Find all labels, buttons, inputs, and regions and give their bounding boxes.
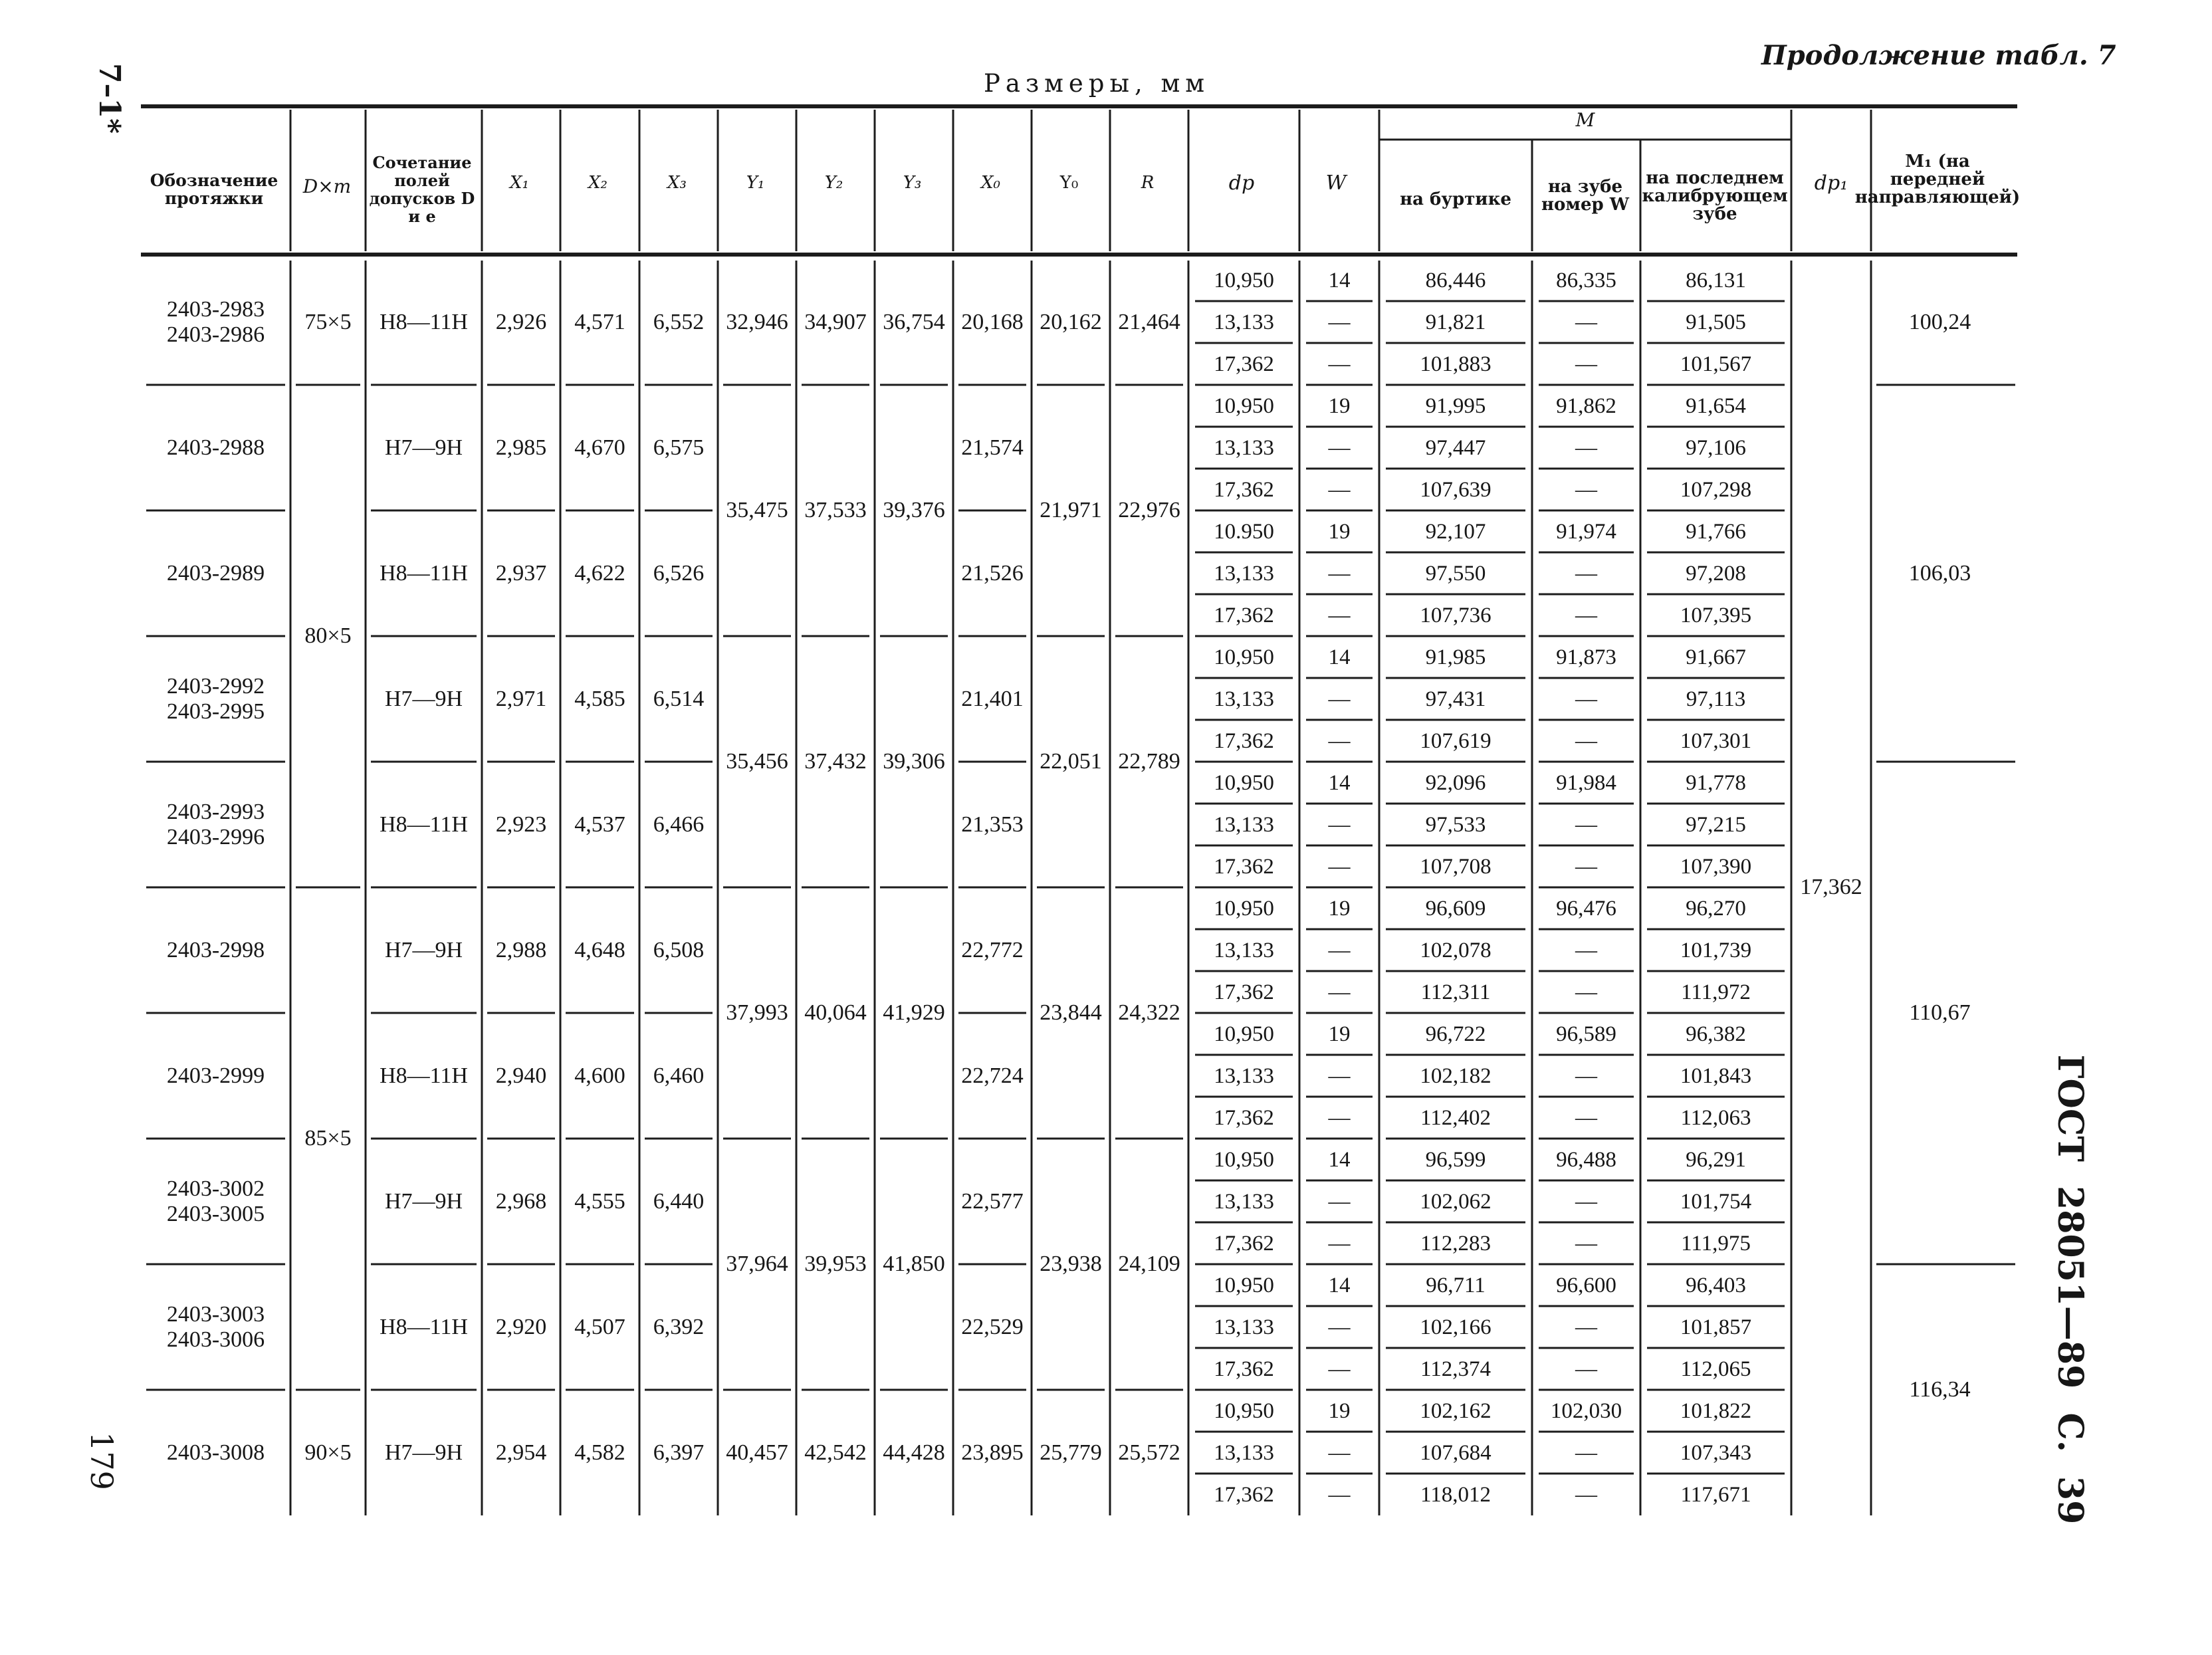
- m-collar-cell: 92,107: [1425, 519, 1486, 544]
- header-m-collar: на буртике: [1400, 189, 1511, 209]
- x2-cell: 4,571: [574, 309, 625, 334]
- x0-cell: 22,577: [961, 1188, 1024, 1214]
- r-cell: 22,976: [1118, 498, 1180, 522]
- w-cell: 19: [1328, 1022, 1351, 1046]
- x0-cell: 21,574: [961, 435, 1024, 460]
- m-last-cell: 96,270: [1686, 896, 1746, 921]
- y1-cell: 37,993: [726, 1000, 788, 1025]
- m-last-cell: 112,063: [1680, 1105, 1751, 1130]
- m-last-cell: 101,754: [1680, 1189, 1752, 1214]
- header-designation: Обозначение протяжки: [150, 171, 278, 208]
- m-last-cell: 97,208: [1686, 561, 1746, 586]
- w-cell: 14: [1328, 645, 1351, 669]
- m1-cell: 110,67: [1909, 1000, 1971, 1025]
- y3-cell: 36,754: [883, 309, 945, 334]
- m-last-cell: 86,131: [1686, 268, 1746, 292]
- designation-cell: 2403-3002 2403-3005: [166, 1176, 265, 1226]
- x2-cell: 4,555: [574, 1188, 625, 1214]
- x3-cell: 6,526: [653, 560, 705, 586]
- tolerance-cell: H8—11H: [380, 812, 468, 837]
- dm-cell: 75×5: [304, 309, 352, 334]
- m-last-cell: 96,291: [1686, 1147, 1746, 1172]
- y3-cell: 44,428: [883, 1440, 945, 1465]
- dp-cell: 10,950: [1214, 645, 1274, 669]
- m-tooth-cell: —: [1575, 435, 1597, 460]
- w-cell: 14: [1328, 268, 1351, 292]
- m-tooth-cell: —: [1575, 477, 1597, 502]
- m-tooth-cell: —: [1575, 1440, 1597, 1465]
- w-cell: —: [1328, 854, 1351, 879]
- m-last-cell: 101,822: [1680, 1398, 1752, 1423]
- w-cell: —: [1328, 938, 1351, 962]
- m-tooth-cell: —: [1575, 812, 1597, 837]
- m-collar-cell: 97,447: [1425, 435, 1486, 460]
- y2-cell: 37,432: [804, 749, 867, 774]
- m-last-cell: 112,065: [1680, 1357, 1751, 1381]
- header-m: M: [1575, 108, 1595, 131]
- m-last-cell: 117,671: [1680, 1482, 1751, 1507]
- tolerance-cell: H7—9H: [384, 1188, 463, 1214]
- m-tooth-cell: —: [1575, 561, 1597, 586]
- m-collar-cell: 96,711: [1426, 1273, 1486, 1297]
- w-cell: —: [1328, 1440, 1351, 1465]
- x1-cell: 2,954: [495, 1440, 547, 1465]
- m-collar-cell: 91,821: [1425, 310, 1486, 334]
- dp-cell: 13,133: [1214, 310, 1274, 334]
- x1-cell: 2,940: [495, 1063, 547, 1088]
- dp-cell: 17,362: [1214, 1357, 1274, 1381]
- x3-cell: 6,508: [653, 937, 705, 962]
- m-collar-cell: 102,078: [1420, 938, 1492, 962]
- x0-cell: 20,168: [961, 309, 1024, 334]
- designation-cell: 2403-2993 2403-2996: [166, 799, 265, 849]
- w-cell: 19: [1328, 519, 1351, 544]
- m-tooth-cell: —: [1575, 1063, 1597, 1088]
- w-cell: 14: [1328, 1273, 1351, 1297]
- designation-cell: 2403-2988: [166, 435, 265, 460]
- m-last-cell: 91,667: [1686, 645, 1746, 669]
- y0-cell: 23,938: [1040, 1252, 1102, 1276]
- x3-cell: 6,440: [653, 1188, 705, 1214]
- w-cell: —: [1328, 310, 1351, 334]
- dp-cell: 10,950: [1214, 268, 1274, 292]
- y0-cell: 22,051: [1040, 749, 1102, 774]
- m-last-cell: 107,395: [1680, 603, 1752, 627]
- m-tooth-cell: —: [1575, 1357, 1597, 1381]
- header-r: R: [1141, 172, 1155, 193]
- x3-cell: 6,514: [653, 686, 705, 711]
- w-cell: —: [1328, 477, 1351, 502]
- tolerance-cell: H8—11H: [380, 1063, 468, 1088]
- dp-cell: 17,362: [1214, 854, 1274, 879]
- dp-cell: 17,362: [1214, 603, 1274, 627]
- w-cell: —: [1328, 603, 1351, 627]
- m-last-cell: 107,343: [1680, 1440, 1752, 1465]
- w-cell: —: [1328, 1063, 1351, 1088]
- y0-cell: 21,971: [1040, 498, 1102, 522]
- m-collar-cell: 107,639: [1420, 477, 1492, 502]
- m-collar-cell: 97,533: [1425, 812, 1486, 837]
- y2-cell: 34,907: [804, 309, 867, 334]
- w-cell: 19: [1328, 393, 1351, 418]
- m-tooth-cell: —: [1575, 1482, 1597, 1507]
- m-last-cell: 91,778: [1686, 770, 1746, 795]
- dp-cell: 13,133: [1214, 1063, 1274, 1088]
- x2-cell: 4,622: [574, 560, 625, 586]
- m-tooth-cell: 96,589: [1556, 1022, 1616, 1046]
- m-collar-cell: 91,995: [1425, 393, 1486, 418]
- header-x1: X₁: [510, 172, 529, 193]
- m-collar-cell: 118,012: [1420, 1482, 1492, 1507]
- m1-cell: 106,03: [1908, 560, 1971, 586]
- dp-cell: 10.950: [1214, 519, 1274, 544]
- m-last-cell: 107,301: [1680, 728, 1752, 753]
- m-tooth-cell: —: [1575, 352, 1597, 376]
- x3-cell: 6,575: [653, 435, 705, 460]
- dp-cell: 13,133: [1214, 1189, 1274, 1214]
- m-collar-cell: 107,619: [1420, 728, 1492, 753]
- m-collar-cell: 112,311: [1420, 980, 1491, 1004]
- m-collar-cell: 112,374: [1420, 1357, 1492, 1381]
- r-cell: 22,789: [1118, 749, 1180, 774]
- m-collar-cell: 97,550: [1425, 561, 1486, 586]
- header-m1: M₁ (на передней направляющей): [1854, 151, 2021, 207]
- dp-cell: 17,362: [1214, 352, 1274, 376]
- w-cell: 14: [1328, 1147, 1351, 1172]
- w-cell: —: [1328, 1105, 1351, 1130]
- x2-cell: 4,507: [574, 1314, 625, 1339]
- m-last-cell: 91,766: [1686, 519, 1746, 544]
- m-collar-cell: 96,609: [1425, 896, 1486, 921]
- header-dp1: dp₁: [1814, 171, 1848, 195]
- m-tooth-cell: —: [1575, 854, 1597, 879]
- y3-cell: 39,376: [883, 498, 945, 522]
- page-number: 179: [84, 1432, 120, 1490]
- m-tooth-cell: 96,600: [1556, 1273, 1616, 1297]
- m-collar-cell: 107,736: [1420, 603, 1492, 627]
- x2-cell: 4,537: [574, 812, 625, 837]
- x2-cell: 4,600: [574, 1063, 625, 1088]
- m-last-cell: 107,298: [1680, 477, 1752, 502]
- designation-cell: 2403-2992 2403-2995: [166, 673, 265, 724]
- designation-cell: 2403-3003 2403-3006: [166, 1301, 265, 1352]
- dp-cell: 13,133: [1214, 812, 1274, 837]
- x0-cell: 21,353: [961, 812, 1024, 837]
- m-tooth-cell: 86,335: [1556, 268, 1616, 292]
- tolerance-cell: H7—9H: [384, 1440, 463, 1465]
- continuation-label: Продолжение табл. 7: [1761, 40, 2116, 71]
- m-last-cell: 97,113: [1686, 687, 1746, 711]
- y2-cell: 39,953: [804, 1252, 867, 1276]
- m-collar-cell: 112,402: [1420, 1105, 1492, 1130]
- header-dp: dp: [1228, 171, 1255, 195]
- m-collar-cell: 91,985: [1425, 645, 1486, 669]
- tolerance-cell: H7—9H: [384, 686, 463, 711]
- dp-cell: 13,133: [1214, 435, 1274, 460]
- dp-cell: 10,950: [1214, 896, 1274, 921]
- x0-cell: 21,401: [961, 686, 1024, 711]
- dp-cell: 10,950: [1214, 1147, 1274, 1172]
- designation-cell: 2403-2999: [166, 1063, 265, 1088]
- x0-cell: 22,772: [961, 937, 1024, 962]
- m-last-cell: 101,843: [1680, 1063, 1752, 1088]
- x2-cell: 4,585: [574, 686, 625, 711]
- m-tooth-cell: —: [1575, 1105, 1597, 1130]
- y0-cell: 25,779: [1040, 1440, 1102, 1465]
- x2-cell: 4,670: [574, 435, 625, 460]
- y2-cell: 37,533: [804, 498, 867, 522]
- tolerance-cell: H7—9H: [384, 435, 463, 460]
- m-last-cell: 101,567: [1680, 352, 1752, 376]
- dm-cell: 85×5: [304, 1126, 352, 1151]
- header-y3: Y₃: [903, 172, 922, 193]
- x1-cell: 2,937: [495, 560, 547, 586]
- tolerance-cell: H7—9H: [384, 937, 463, 962]
- m-last-cell: 111,972: [1681, 980, 1751, 1004]
- y1-cell: 35,456: [726, 749, 788, 774]
- tolerance-cell: H8—11H: [380, 309, 468, 334]
- w-cell: 19: [1328, 896, 1351, 921]
- m-tooth-cell: —: [1575, 687, 1597, 711]
- y2-cell: 40,064: [804, 1000, 867, 1025]
- m-collar-cell: 102,166: [1420, 1315, 1492, 1339]
- y3-cell: 41,850: [883, 1252, 945, 1276]
- y1-cell: 32,946: [726, 309, 788, 334]
- m-collar-cell: 92,096: [1425, 770, 1486, 795]
- x0-cell: 22,529: [961, 1314, 1024, 1339]
- w-cell: —: [1328, 1231, 1351, 1256]
- y0-cell: 23,844: [1040, 1000, 1102, 1025]
- x1-cell: 2,923: [495, 812, 547, 837]
- w-cell: —: [1328, 352, 1351, 376]
- m-collar-cell: 102,062: [1420, 1189, 1492, 1214]
- header-m-last: на последнем калибрующем зубе: [1642, 167, 1788, 224]
- m-collar-cell: 96,722: [1425, 1022, 1486, 1046]
- m-last-cell: 97,215: [1686, 812, 1746, 837]
- m-tooth-cell: 91,984: [1556, 770, 1616, 795]
- dm-cell: 90×5: [304, 1440, 352, 1465]
- m-last-cell: 107,390: [1680, 854, 1752, 879]
- x1-cell: 2,926: [495, 309, 547, 334]
- dp-cell: 10,950: [1214, 1022, 1274, 1046]
- r-cell: 25,572: [1118, 1440, 1180, 1465]
- m-tooth-cell: —: [1575, 728, 1597, 753]
- dp-cell: 13,133: [1214, 561, 1274, 586]
- x1-cell: 2,971: [495, 686, 547, 711]
- w-cell: —: [1328, 812, 1351, 837]
- m-tooth-cell: 91,862: [1556, 393, 1616, 418]
- m-collar-cell: 112,283: [1420, 1231, 1492, 1256]
- x2-cell: 4,648: [574, 937, 625, 962]
- m-tooth-cell: —: [1575, 603, 1597, 627]
- m-last-cell: 91,654: [1686, 393, 1746, 418]
- x1-cell: 2,968: [495, 1188, 547, 1214]
- dp-cell: 10,950: [1214, 770, 1274, 795]
- w-cell: 14: [1328, 770, 1351, 795]
- y1-cell: 40,457: [726, 1440, 788, 1465]
- y3-cell: 39,306: [883, 749, 945, 774]
- m-last-cell: 101,857: [1680, 1315, 1752, 1339]
- header-y1: Y₁: [746, 172, 765, 193]
- m-last-cell: 97,106: [1686, 435, 1746, 460]
- dp1-cell: 17,362: [1800, 875, 1862, 899]
- x3-cell: 6,552: [653, 309, 705, 334]
- m1-cell: 100,24: [1908, 309, 1971, 334]
- m-collar-cell: 102,182: [1420, 1063, 1492, 1088]
- m-tooth-cell: —: [1575, 1231, 1597, 1256]
- dp-cell: 10,950: [1214, 1273, 1274, 1297]
- dp-cell: 10,950: [1214, 1398, 1274, 1423]
- m-tooth-cell: 91,873: [1556, 645, 1616, 669]
- m-last-cell: 101,739: [1680, 938, 1752, 962]
- x3-cell: 6,466: [653, 812, 705, 837]
- r-cell: 24,322: [1118, 1000, 1180, 1025]
- dp-cell: 13,133: [1214, 1315, 1274, 1339]
- designation-cell: 2403-2998: [166, 937, 265, 962]
- y2-cell: 42,542: [804, 1440, 867, 1465]
- dp-cell: 17,362: [1214, 728, 1274, 753]
- x1-cell: 2,920: [495, 1314, 547, 1339]
- r-cell: 24,109: [1118, 1252, 1180, 1276]
- x0-cell: 22,724: [961, 1063, 1024, 1088]
- dp-cell: 17,362: [1214, 1231, 1274, 1256]
- x0-cell: 23,895: [961, 1440, 1024, 1465]
- standard-designation: ГОСТ 28051—89 С. 39: [2050, 1054, 2090, 1525]
- x1-cell: 2,988: [495, 937, 547, 962]
- dm-cell: 80×5: [304, 623, 352, 648]
- header-dm: D×m: [302, 175, 352, 197]
- m-last-cell: 111,975: [1681, 1231, 1751, 1256]
- w-cell: —: [1328, 1482, 1351, 1507]
- x0-cell: 21,526: [961, 560, 1024, 586]
- m-tooth-cell: —: [1575, 980, 1597, 1004]
- header-y0: Y₀: [1059, 172, 1079, 193]
- dp-cell: 13,133: [1214, 1440, 1274, 1465]
- dimensions-caption: Размеры, мм: [984, 69, 1210, 98]
- y0-cell: 20,162: [1040, 309, 1102, 334]
- tolerance-cell: H8—11H: [380, 560, 468, 586]
- dp-cell: 17,362: [1214, 980, 1274, 1004]
- designation-cell: 2403-2983 2403-2986: [166, 296, 265, 347]
- y1-cell: 35,475: [726, 498, 788, 522]
- sheet-marker: 7–1*: [92, 62, 126, 134]
- w-cell: —: [1328, 1189, 1351, 1214]
- dp-cell: 17,362: [1214, 1105, 1274, 1130]
- tolerance-cell: H8—11H: [380, 1314, 468, 1339]
- header-tolerance: Сочетание полей допусков D и e: [369, 153, 475, 226]
- header-x2: X₂: [588, 172, 608, 193]
- header-y2: Y₂: [824, 172, 843, 193]
- dp-cell: 17,362: [1214, 1482, 1274, 1507]
- header-w: W: [1325, 171, 1347, 195]
- w-cell: —: [1328, 687, 1351, 711]
- m-last-cell: 96,403: [1686, 1273, 1746, 1297]
- x3-cell: 6,460: [653, 1063, 705, 1088]
- m-collar-cell: 107,708: [1420, 854, 1492, 879]
- m-collar-cell: 102,162: [1420, 1398, 1492, 1423]
- m-tooth-cell: —: [1575, 1189, 1597, 1214]
- m-tooth-cell: —: [1575, 310, 1597, 334]
- w-cell: —: [1328, 1315, 1351, 1339]
- w-cell: —: [1328, 1357, 1351, 1381]
- dp-cell: 17,362: [1214, 477, 1274, 502]
- w-cell: —: [1328, 435, 1351, 460]
- m-collar-cell: 107,684: [1420, 1440, 1492, 1465]
- m-collar-cell: 86,446: [1425, 268, 1486, 292]
- m-tooth-cell: —: [1575, 1315, 1597, 1339]
- dp-cell: 10,950: [1214, 393, 1274, 418]
- m-tooth-cell: —: [1575, 938, 1597, 962]
- r-cell: 21,464: [1118, 309, 1180, 334]
- m1-cell: 116,34: [1909, 1377, 1971, 1402]
- x2-cell: 4,582: [574, 1440, 625, 1465]
- header-m-tooth-no: на зубе номер W: [1541, 177, 1629, 215]
- x1-cell: 2,985: [495, 435, 547, 460]
- y3-cell: 41,929: [883, 1000, 945, 1025]
- w-cell: —: [1328, 728, 1351, 753]
- dp-cell: 13,133: [1214, 938, 1274, 962]
- x3-cell: 6,392: [653, 1314, 705, 1339]
- m-last-cell: 91,505: [1686, 310, 1746, 334]
- dp-cell: 13,133: [1214, 687, 1274, 711]
- m-last-cell: 96,382: [1686, 1022, 1746, 1046]
- x3-cell: 6,397: [653, 1440, 705, 1465]
- w-cell: —: [1328, 561, 1351, 586]
- w-cell: 19: [1328, 1398, 1351, 1423]
- w-cell: —: [1328, 980, 1351, 1004]
- m-collar-cell: 97,431: [1425, 687, 1486, 711]
- m-tooth-cell: 102,030: [1550, 1398, 1622, 1423]
- designation-cell: 2403-2989: [166, 560, 265, 586]
- m-tooth-cell: 96,476: [1556, 896, 1616, 921]
- header-x3: X₃: [667, 172, 687, 193]
- designation-cell: 2403-3008: [166, 1440, 265, 1465]
- m-collar-cell: 96,599: [1425, 1147, 1486, 1172]
- m-collar-cell: 101,883: [1420, 352, 1492, 376]
- m-tooth-cell: 91,974: [1556, 519, 1616, 544]
- m-tooth-cell: 96,488: [1556, 1147, 1616, 1172]
- header-x0: X₀: [981, 172, 1000, 193]
- y1-cell: 37,964: [726, 1252, 788, 1276]
